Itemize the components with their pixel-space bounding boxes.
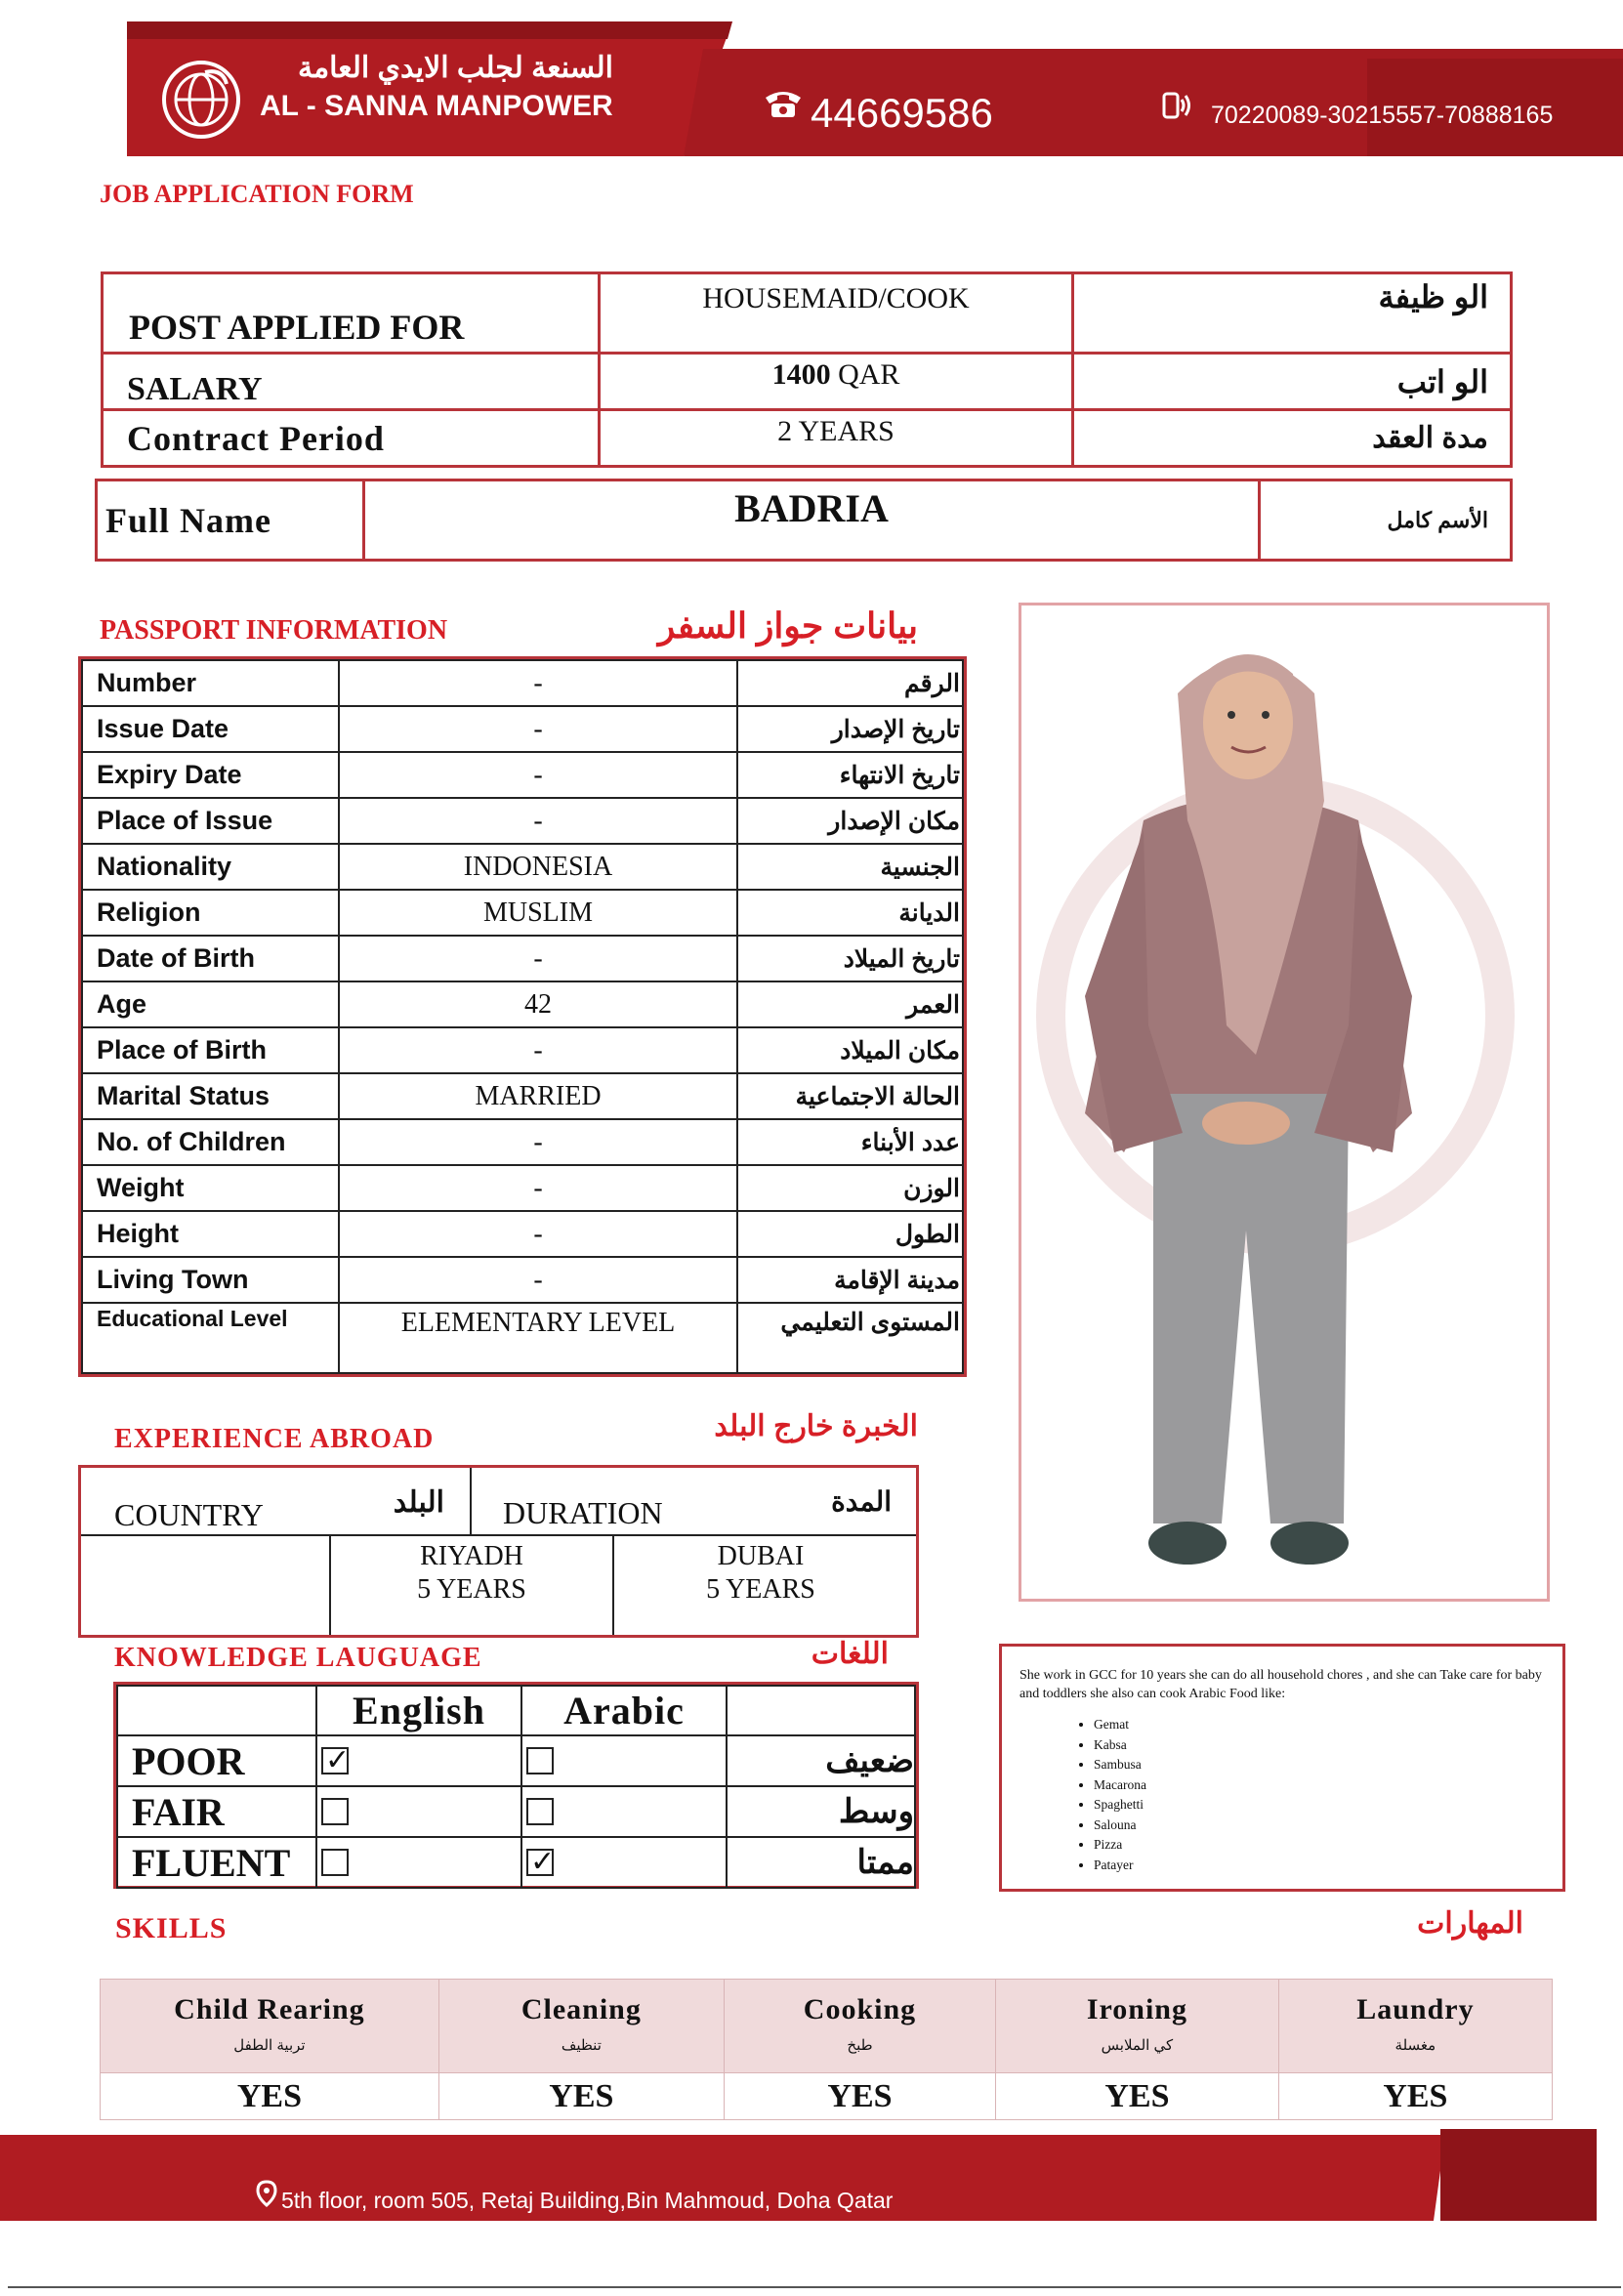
passport-section-title: PASSPORT INFORMATION (100, 615, 448, 646)
passport-field-label: Place of Birth (82, 1027, 339, 1073)
passport-field-value: - (339, 660, 737, 706)
food-item: • Pizza (1094, 1835, 1551, 1856)
passport-row (82, 1303, 963, 1373)
passport-row (82, 1257, 963, 1303)
skills-value-row (101, 2073, 1553, 2120)
passport-field-label-arabic: العمر (737, 981, 963, 1027)
food-item: • Kabsa (1094, 1735, 1551, 1756)
language-header-row (117, 1686, 915, 1735)
passport-field-label-arabic: الديانة (737, 890, 963, 936)
arabic-cell (521, 1837, 727, 1888)
language-level-label-arabic: ممتا (727, 1837, 915, 1888)
post-value: HOUSEMAID/COOK (600, 273, 1073, 354)
passport-section-title-arabic: بيانات جواز السفر (657, 605, 918, 646)
food-item: • Salouna (1094, 1816, 1551, 1836)
location-pin-icon (256, 2180, 277, 2207)
salary-label: SALARY (103, 354, 600, 410)
passport-field-label-arabic: الوزن (737, 1165, 963, 1211)
fullname-value: BADRIA (364, 480, 1260, 561)
country-label-arabic: البلد (393, 1486, 444, 1519)
applicant-photo-illustration (1021, 605, 1547, 1599)
passport-field-label: Religion (82, 890, 339, 936)
passport-field-value: - (339, 706, 737, 752)
experience-section-title: EXPERIENCE ABROAD (114, 1424, 435, 1454)
company-name-arabic: السنعة لجلب الايدي العامة (297, 52, 613, 84)
passport-field-label-arabic: مكان الميلاد (737, 1027, 963, 1073)
food-item: • Gemat (1094, 1715, 1551, 1735)
english-cell (316, 1837, 521, 1888)
skill-name-arabic: تنظيف (561, 2037, 602, 2054)
passport-field-label: Expiry Date (82, 752, 339, 798)
duration-label-arabic: المدة (831, 1486, 892, 1517)
passport-field-value: MUSLIM (339, 890, 737, 936)
skill-header-cell (101, 1980, 439, 2073)
food-item: • Sambusa (1094, 1755, 1551, 1775)
arabic-cell (521, 1786, 727, 1837)
passport-field-label: Date of Birth (82, 936, 339, 981)
food-item: • Macarona (1094, 1775, 1551, 1796)
passport-field-label-arabic: المستوى التعليمي (737, 1303, 963, 1373)
page-bottom-rule (8, 2286, 1621, 2288)
language-row (117, 1735, 915, 1786)
skill-name: Cleaning (520, 1993, 642, 2025)
english-checkbox[interactable] (321, 1849, 349, 1876)
passport-table (81, 659, 964, 1374)
language-level-label: FLUENT (117, 1837, 316, 1888)
food-item: • Spaghetti (1094, 1795, 1551, 1816)
passport-row (82, 1027, 963, 1073)
passport-field-value: - (339, 752, 737, 798)
passport-field-label: Number (82, 660, 339, 706)
passport-row (82, 1211, 963, 1257)
food-item: • Patayer (1094, 1856, 1551, 1876)
passport-field-label: Age (82, 981, 339, 1027)
food-list (1020, 1715, 1551, 1875)
passport-field-label: Educational Level (82, 1303, 339, 1373)
arabic-checkbox[interactable] (526, 1849, 554, 1876)
applicant-photo (1019, 603, 1550, 1602)
experience-section-title-arabic: الخبرة خارج البلد (714, 1410, 918, 1442)
arabic-checkbox[interactable] (526, 1798, 554, 1825)
experience-table-frame (78, 1465, 919, 1638)
arabic-cell (521, 1735, 727, 1786)
fullname-label: Full Name (97, 480, 364, 561)
english-checkbox[interactable] (321, 1798, 349, 1825)
passport-field-label: Weight (82, 1165, 339, 1211)
language-header-blank (727, 1686, 915, 1735)
passport-field-label-arabic: تاريخ الانتهاء (737, 752, 963, 798)
company-logo (162, 61, 240, 139)
passport-field-label-arabic: الرقم (737, 660, 963, 706)
post-label: POST APPLIED FOR (103, 273, 600, 354)
skills-section-title: SKILLS (115, 1912, 228, 1944)
skill-header-cell (438, 1980, 724, 2073)
skill-name: Cooking (803, 1993, 917, 2025)
post-label-arabic: الو ظيفة (1073, 273, 1512, 354)
passport-field-label-arabic: الطول (737, 1211, 963, 1257)
language-level-label: POOR (117, 1735, 316, 1786)
skill-value: YES (101, 2073, 439, 2120)
passport-field-label: Marital Status (82, 1073, 339, 1119)
passport-row (82, 936, 963, 981)
passport-row (82, 752, 963, 798)
passport-field-label-arabic: مكان الإصدار (737, 798, 963, 844)
skill-name: Laundry (1356, 1993, 1475, 2025)
skill-header-cell (996, 1980, 1279, 2073)
skill-name-arabic: مغسلة (1394, 2037, 1436, 2054)
skills-table (100, 1979, 1553, 2120)
skill-name: Ironing (1086, 1993, 1187, 2025)
passport-row (82, 844, 963, 890)
fullname-label-arabic: الأسم كامل (1260, 480, 1512, 561)
job-details-table (101, 271, 1513, 468)
english-checkbox[interactable] (321, 1747, 349, 1774)
globe-icon (166, 64, 236, 135)
description-box (999, 1644, 1565, 1892)
skills-header-row (101, 1980, 1553, 2073)
passport-field-label-arabic: الجنسية (737, 844, 963, 890)
passport-field-value: - (339, 936, 737, 981)
page-header (0, 0, 1623, 195)
english-cell (316, 1735, 521, 1786)
salary-currency: QAR (838, 358, 900, 391)
skill-name-arabic: تربية الطفل (233, 2037, 306, 2054)
language-table-frame (113, 1682, 919, 1889)
arabic-checkbox[interactable] (526, 1747, 554, 1774)
salary-label-arabic: الو اتب (1073, 354, 1512, 410)
skill-value: YES (996, 2073, 1279, 2120)
language-row (117, 1837, 915, 1888)
passport-field-label: No. of Children (82, 1119, 339, 1165)
passport-field-value: - (339, 798, 737, 844)
english-column-header: English (316, 1686, 521, 1735)
passport-row (82, 1073, 963, 1119)
skill-name-arabic: كي الملابس (1101, 2037, 1174, 2054)
form-title: JOB APPLICATION FORM (100, 180, 414, 208)
language-header-blank (117, 1686, 316, 1735)
skill-value: YES (724, 2073, 995, 2120)
experience-header (81, 1468, 916, 1536)
language-level-label: FAIR (117, 1786, 316, 1837)
main-phone: 44669586 (811, 90, 993, 136)
mobile-phone-icon (1158, 88, 1193, 123)
passport-field-value: - (339, 1257, 737, 1303)
passport-field-label: Nationality (82, 844, 339, 890)
experience-duration: 5 YEARS (417, 1574, 526, 1605)
language-section-title-arabic: اللغات (811, 1638, 889, 1670)
passport-field-label: Issue Date (82, 706, 339, 752)
passport-field-label: Height (82, 1211, 339, 1257)
language-level-label-arabic: وسط (727, 1786, 915, 1837)
language-level-label-arabic: ضعيف (727, 1735, 915, 1786)
passport-field-label-arabic: عدد الأبناء (737, 1119, 963, 1165)
contract-label-arabic: مدة العقد (1073, 410, 1512, 467)
skill-value: YES (1278, 2073, 1552, 2120)
passport-field-label-arabic: تاريخ الإصدار (737, 706, 963, 752)
language-table (116, 1685, 916, 1889)
language-section-title: KNOWLEDGE LAUGUAGE (114, 1643, 482, 1673)
skill-name: Child Rearing (174, 1993, 365, 2025)
experience-header-divider (470, 1468, 472, 1536)
skill-value: YES (438, 2073, 724, 2120)
salary-amount: 1400 (771, 358, 831, 391)
passport-field-label: Living Town (82, 1257, 339, 1303)
skill-header-cell (1278, 1980, 1552, 2073)
passport-field-value: - (339, 1165, 737, 1211)
passport-row (82, 1165, 963, 1211)
telephone-icon (762, 88, 805, 119)
skill-header-cell (724, 1980, 995, 2073)
english-cell (316, 1786, 521, 1837)
mobile-phones: 70220089-30215557-70888165 (1211, 102, 1554, 129)
passport-row (82, 981, 963, 1027)
passport-field-value: ELEMENTARY LEVEL (339, 1303, 737, 1373)
experience-country: DUBAI (717, 1541, 805, 1571)
language-row (117, 1786, 915, 1837)
passport-row (82, 890, 963, 936)
passport-row (82, 706, 963, 752)
arabic-column-header: Arabic (521, 1686, 727, 1735)
experience-country: RIYADH (420, 1541, 523, 1571)
experience-entry (614, 1540, 907, 1607)
description-text: She work in GCC for 10 years she can do all household chores , and she can Take care for baby and toddlers she also can cook Arabic Food like: (1020, 1668, 1542, 1701)
country-label: COUNTRY (114, 1497, 264, 1532)
passport-field-label-arabic: الحالة الاجتماعية (737, 1073, 963, 1119)
passport-row (82, 1119, 963, 1165)
footer-address: 5th floor, room 505, Retaj Building,Bin Mahmoud, Doha Qatar (281, 2188, 894, 2213)
duration-label: DURATION (503, 1495, 663, 1530)
passport-field-value: MARRIED (339, 1073, 737, 1119)
contract-label: Contract Period (103, 410, 600, 467)
passport-row (82, 660, 963, 706)
passport-field-value: - (339, 1211, 737, 1257)
contract-value: 2 YEARS (600, 410, 1073, 467)
passport-field-label-arabic: مدينة الإقامة (737, 1257, 963, 1303)
passport-field-label-arabic: تاريخ الميلاد (737, 936, 963, 981)
experience-entry (331, 1540, 612, 1607)
passport-row (82, 798, 963, 844)
passport-field-value: 42 (339, 981, 737, 1027)
passport-table-frame (78, 656, 967, 1377)
company-name: AL - SANNA MANPOWER (260, 90, 613, 122)
experience-duration: 5 YEARS (706, 1574, 815, 1605)
salary-value (600, 354, 1073, 410)
passport-field-value: - (339, 1119, 737, 1165)
skills-section-title-arabic: المهارات (1417, 1907, 1523, 1940)
skill-name-arabic: طبخ (847, 2037, 873, 2054)
passport-field-value: INDONESIA (339, 844, 737, 890)
full-name-table (95, 479, 1513, 562)
passport-field-label: Place of Issue (82, 798, 339, 844)
passport-field-value: - (339, 1027, 737, 1073)
